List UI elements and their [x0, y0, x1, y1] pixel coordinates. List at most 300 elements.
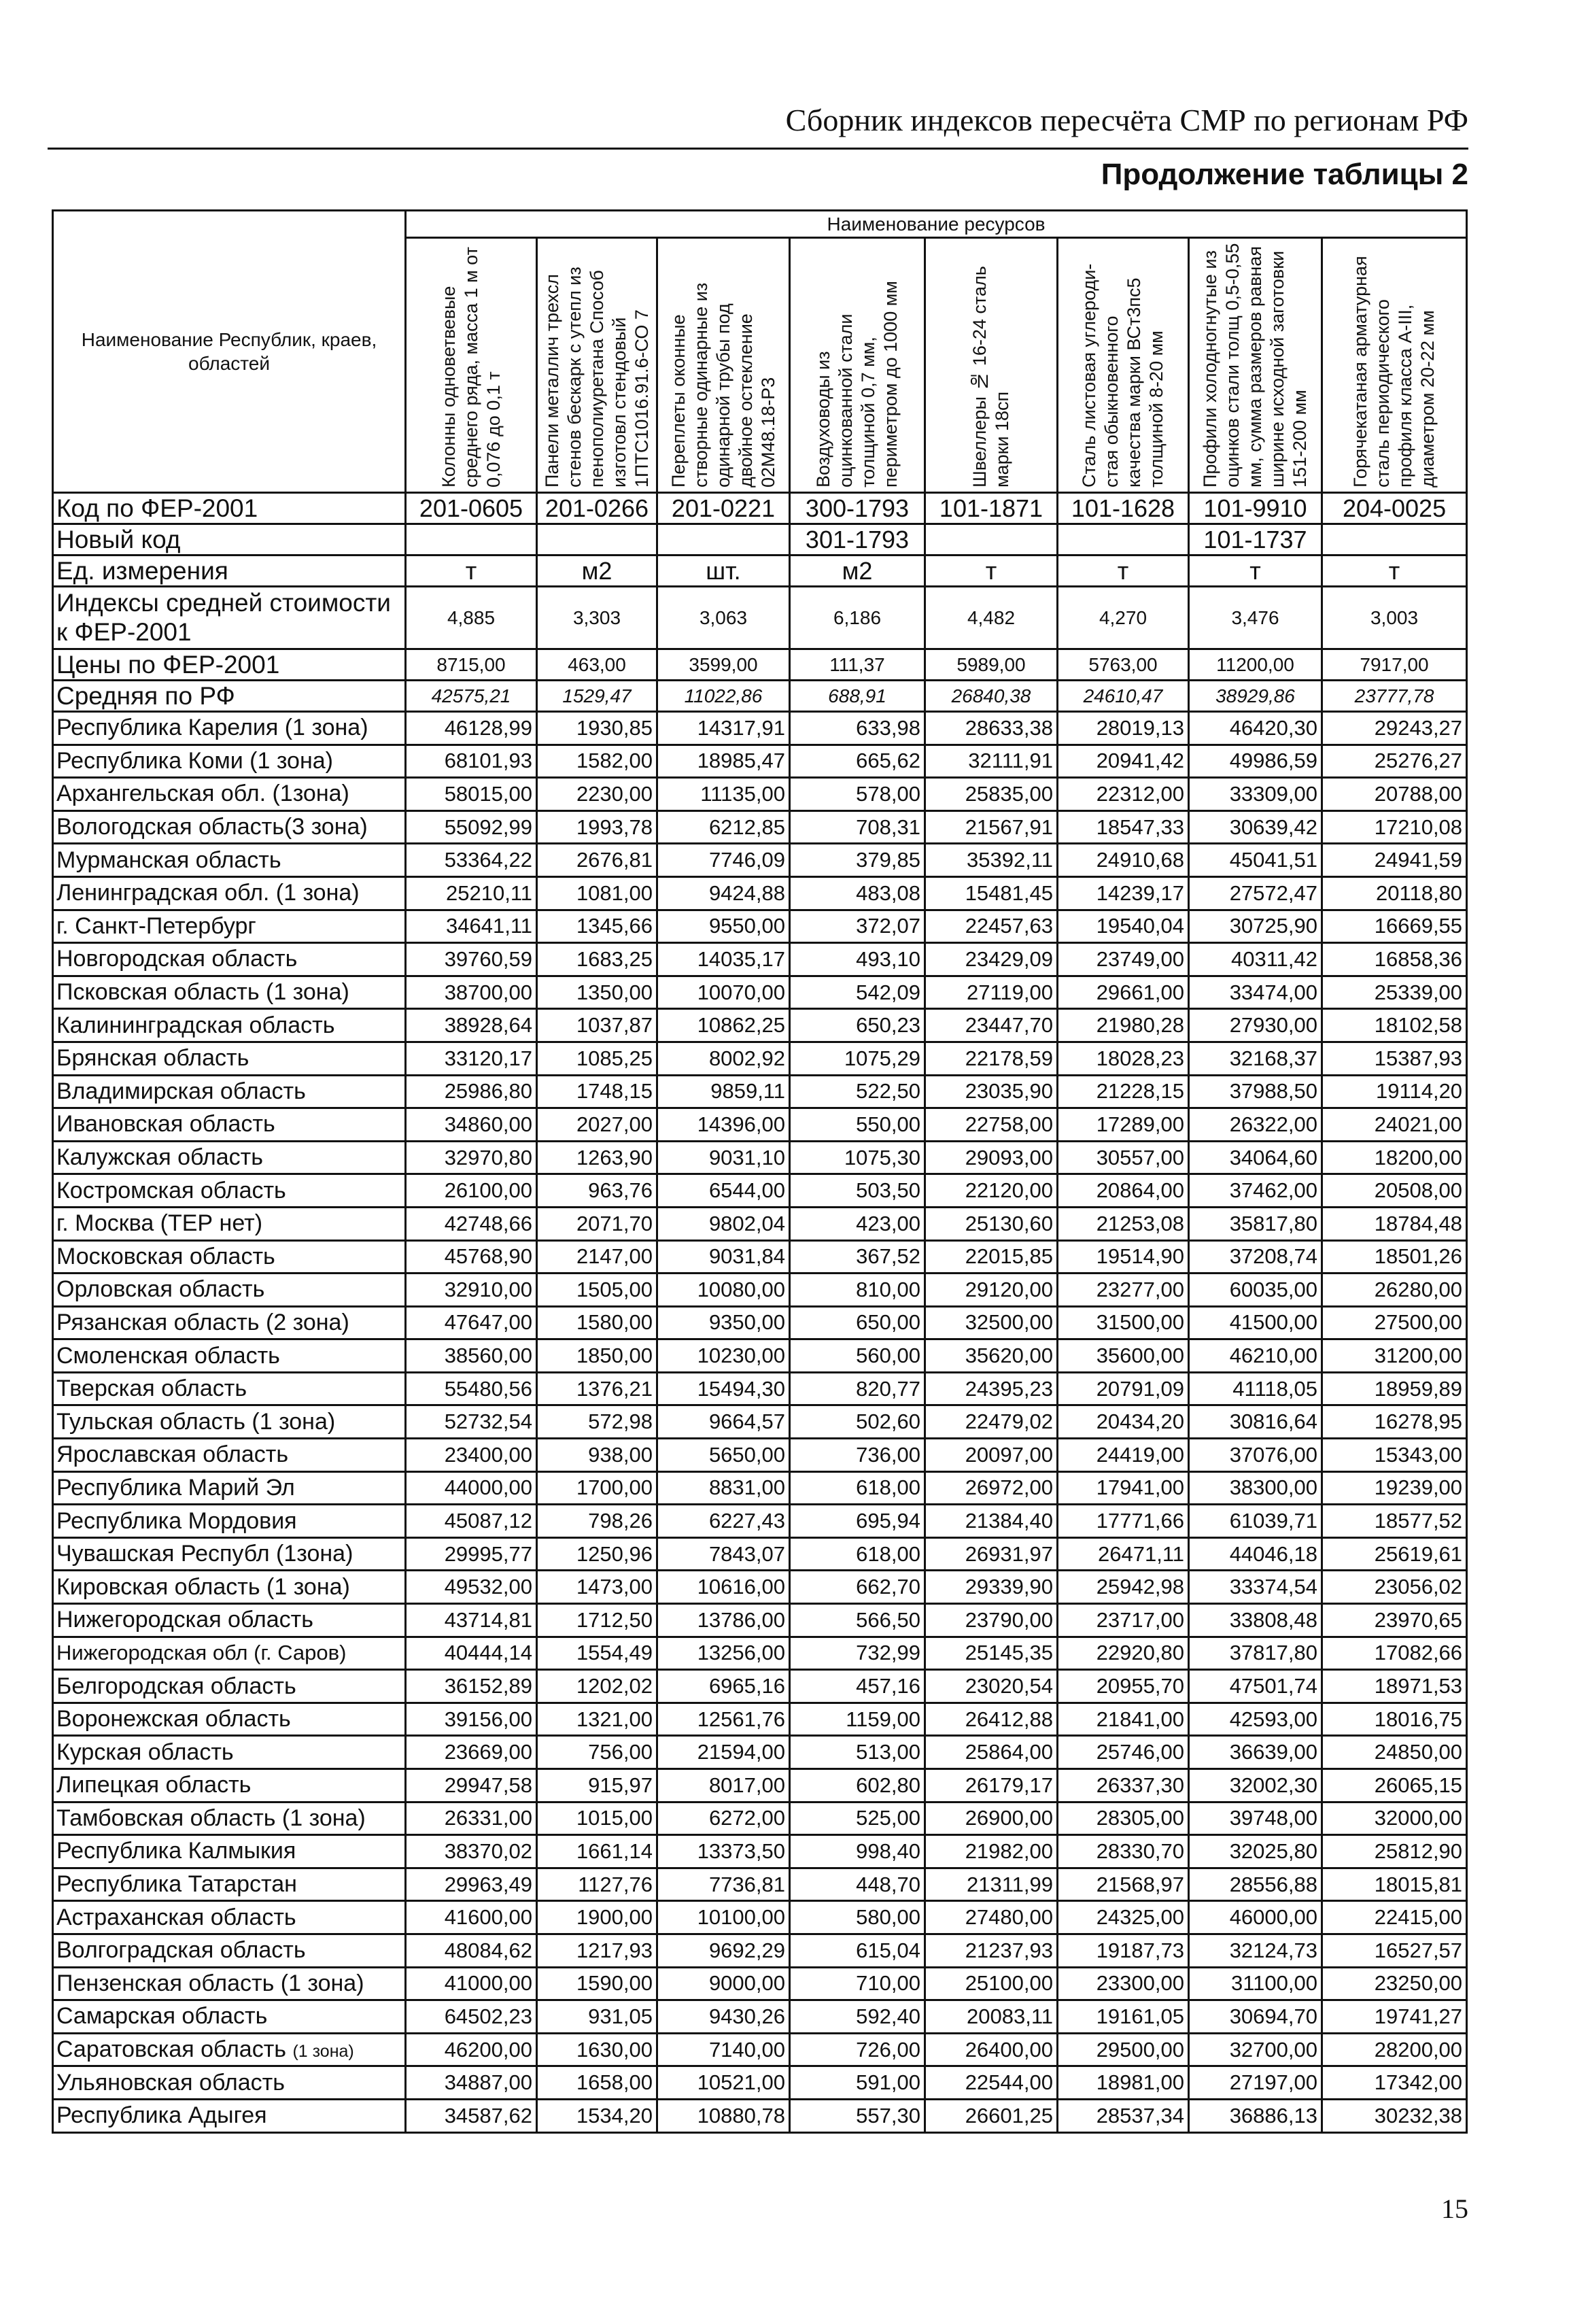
- table-cell: 49986,59: [1189, 745, 1322, 778]
- table-row: [53, 1042, 1467, 1075]
- region-name-suffix: (1 зона): [292, 2042, 354, 2062]
- table-cell: 34887,00: [406, 2066, 537, 2100]
- table-cell: 650,00: [790, 1306, 925, 1339]
- table-cell: 6272,00: [657, 1802, 790, 1835]
- table-cell: 1081,00: [537, 876, 657, 910]
- table-cell: 21982,00: [925, 1835, 1058, 1868]
- table-cell: [1322, 524, 1467, 556]
- table-cell: 29661,00: [1058, 976, 1189, 1009]
- table-cell: м2: [537, 556, 657, 587]
- column-header: [790, 238, 925, 493]
- table-cell: 1217,93: [537, 1934, 657, 1967]
- region-name-cell: [53, 1141, 406, 1174]
- table-cell: 1159,00: [790, 1703, 925, 1736]
- region-name: Саратовская область: [56, 2036, 286, 2063]
- table-cell: 560,00: [790, 1339, 925, 1373]
- table-cell: 1930,85: [537, 712, 657, 745]
- table-cell: 688,91: [790, 681, 925, 712]
- table-cell: 44000,00: [406, 1471, 537, 1505]
- region-name: Белгородская область: [56, 1673, 296, 1699]
- table-row: [53, 1240, 1467, 1274]
- table-cell: 457,16: [790, 1670, 925, 1703]
- table-cell: 3,303: [537, 587, 657, 649]
- table-cell: 28633,38: [925, 712, 1058, 745]
- table-cell: 19161,05: [1058, 2000, 1189, 2034]
- table-cell: 29243,27: [1322, 712, 1467, 745]
- table-cell: 372,07: [790, 910, 925, 943]
- table-row: [53, 1339, 1467, 1373]
- table-cell: 47501,74: [1189, 1670, 1322, 1703]
- table-cell: 726,00: [790, 2033, 925, 2066]
- table-cell: 20118,80: [1322, 876, 1467, 910]
- table-cell: 26972,00: [925, 1471, 1058, 1505]
- column-header-label: Воздуховоды из оцинкованной стали толщиной 0,7 мм, периметром до 1000 мм: [813, 281, 901, 488]
- table-cell: 1202,02: [537, 1670, 657, 1703]
- table-cell: 1850,00: [537, 1339, 657, 1373]
- table-cell: 1473,00: [537, 1571, 657, 1604]
- table-cell: 367,52: [790, 1240, 925, 1274]
- table-cell: 31500,00: [1058, 1306, 1189, 1339]
- table-cell: 19114,20: [1322, 1075, 1467, 1108]
- table-cell: 17082,66: [1322, 1637, 1467, 1670]
- table-cell: 68101,93: [406, 745, 537, 778]
- table-cell: 1712,50: [537, 1604, 657, 1637]
- table-row: [53, 778, 1467, 811]
- table-cell: 22015,85: [925, 1240, 1058, 1274]
- table-cell: 26900,00: [925, 1802, 1058, 1835]
- table-cell: 29120,00: [925, 1274, 1058, 1307]
- table-cell: 32000,00: [1322, 1802, 1467, 1835]
- table-cell: 502,60: [790, 1405, 925, 1439]
- table-cell: 13786,00: [657, 1604, 790, 1637]
- table-cell: 1037,87: [537, 1009, 657, 1042]
- region-name: Рязанская область (2 зона): [56, 1309, 349, 1335]
- table-cell: 21841,00: [1058, 1703, 1189, 1736]
- table-cell: 29093,00: [925, 1141, 1058, 1174]
- region-name-cell: [53, 1306, 406, 1339]
- table-cell: 23400,00: [406, 1439, 537, 1472]
- region-name-cell: [53, 844, 406, 877]
- table-cell: 18959,89: [1322, 1372, 1467, 1405]
- region-name-cell: [53, 2099, 406, 2132]
- table-cell: 8715,00: [406, 649, 537, 681]
- table-cell: 22479,02: [925, 1405, 1058, 1439]
- region-name: Орловская область: [56, 1276, 265, 1303]
- group-header-row: [53, 211, 1467, 238]
- table-cell: 23717,00: [1058, 1604, 1189, 1637]
- table-cell: 1085,25: [537, 1042, 657, 1075]
- table-cell: 41118,05: [1189, 1372, 1322, 1405]
- table-cell: 47647,00: [406, 1306, 537, 1339]
- region-name: Московская область: [56, 1243, 275, 1269]
- table-cell: 18985,47: [657, 745, 790, 778]
- table-cell: 618,00: [790, 1471, 925, 1505]
- table-cell: 32025,80: [1189, 1835, 1322, 1868]
- region-name-cell: [53, 1042, 406, 1075]
- table-cell: 14396,00: [657, 1108, 790, 1142]
- table-cell: 24910,68: [1058, 844, 1189, 877]
- region-name-cell: [53, 712, 406, 745]
- region-name: Липецкая область: [56, 1772, 252, 1798]
- region-name: Воронежская область: [56, 1706, 291, 1732]
- table-cell: 591,00: [790, 2066, 925, 2100]
- column-header: [406, 238, 537, 493]
- table-cell: 463,00: [537, 649, 657, 681]
- table-cell: 1321,00: [537, 1703, 657, 1736]
- table-cell: т: [1322, 556, 1467, 587]
- table-cell: 542,09: [790, 976, 925, 1009]
- table-cell: 525,00: [790, 1802, 925, 1835]
- table-cell: 5989,00: [925, 649, 1058, 681]
- page-number: 15: [1441, 2193, 1468, 2224]
- table-cell: 43714,81: [406, 1604, 537, 1637]
- column-header: [1189, 238, 1322, 493]
- table-row: [53, 810, 1467, 844]
- resource-price-table: [52, 209, 1468, 2134]
- region-name-cell: [53, 876, 406, 910]
- table-cell: 18784,48: [1322, 1207, 1467, 1240]
- region-name: Чувашская Республ (1зона): [56, 1541, 353, 1567]
- table-cell: 1748,15: [537, 1075, 657, 1108]
- table-cell: 26331,00: [406, 1802, 537, 1835]
- table-cell: 25100,00: [925, 1967, 1058, 2000]
- region-name-cell: [53, 910, 406, 943]
- table-cell: 24325,00: [1058, 1901, 1189, 1934]
- table-cell: 1630,00: [537, 2033, 657, 2066]
- table-cell: 37988,50: [1189, 1075, 1322, 1108]
- table-cell: 1582,00: [537, 745, 657, 778]
- region-name-cell: [53, 1108, 406, 1142]
- region-name: Ивановская область: [56, 1111, 275, 1138]
- table-row: [53, 2066, 1467, 2100]
- table-cell: 9000,00: [657, 1967, 790, 2000]
- table-cell: 21567,91: [925, 810, 1058, 844]
- table-cell: 101-1737: [1189, 524, 1322, 556]
- region-name-cell: [53, 1439, 406, 1472]
- table-cell: 31200,00: [1322, 1339, 1467, 1373]
- region-name: Ярославская область: [56, 1441, 289, 1468]
- table-cell: 101-9910: [1189, 493, 1322, 524]
- table-cell: 40311,42: [1189, 943, 1322, 976]
- table-cell: 592,40: [790, 2000, 925, 2034]
- region-name-cell: [53, 2000, 406, 2034]
- region-name-cell: [53, 1505, 406, 1538]
- column-header-label: Горячекатаная арматурная сталь периодического профиля класса А-III, диаметром 20-22 мм: [1350, 256, 1438, 488]
- table-cell: 36152,89: [406, 1670, 537, 1703]
- header-rule: [48, 148, 1468, 150]
- table-cell: 10080,00: [657, 1274, 790, 1307]
- table-cell: 21253,08: [1058, 1207, 1189, 1240]
- table-cell: 710,00: [790, 1967, 925, 2000]
- table-cell: 111,37: [790, 649, 925, 681]
- table-cell: 21980,28: [1058, 1009, 1189, 1042]
- region-name: Кировская область (1 зона): [56, 1573, 350, 1600]
- region-name-cell: [53, 2066, 406, 2100]
- table-cell: 12561,76: [657, 1703, 790, 1736]
- table-cell: 22920,80: [1058, 1637, 1189, 1670]
- table-cell: [925, 524, 1058, 556]
- table-cell: 9802,04: [657, 1207, 790, 1240]
- region-name-cell: [53, 943, 406, 976]
- table-cell: 20864,00: [1058, 1174, 1189, 1208]
- table-cell: 20083,11: [925, 2000, 1058, 2034]
- table-cell: 9664,57: [657, 1405, 790, 1439]
- column-header-label: Швеллеры № 16-24 сталь марки 18сп: [969, 266, 1012, 488]
- table-cell: 30557,00: [1058, 1141, 1189, 1174]
- region-name: Вологодская область(3 зона): [56, 814, 368, 840]
- table-cell: 28305,00: [1058, 1802, 1189, 1835]
- region-name: Брянская область: [56, 1045, 249, 1072]
- table-row: [53, 1637, 1467, 1670]
- table-cell: 483,08: [790, 876, 925, 910]
- table-cell: 998,40: [790, 1835, 925, 1868]
- table-cell: 26100,00: [406, 1174, 537, 1208]
- table-cell: 23020,54: [925, 1670, 1058, 1703]
- table-row: [53, 1505, 1467, 1538]
- region-name: Республика Карелия (1 зона): [56, 715, 368, 741]
- region-name: Республика Татарстан: [56, 1871, 297, 1898]
- table-cell: 2027,00: [537, 1108, 657, 1142]
- table-cell: 34064,60: [1189, 1141, 1322, 1174]
- region-name-cell: [53, 1372, 406, 1405]
- table-cell: 31100,00: [1189, 1967, 1322, 2000]
- table-cell: 26412,88: [925, 1703, 1058, 1736]
- table-row: [53, 1967, 1467, 2000]
- table-cell: 25746,00: [1058, 1736, 1189, 1769]
- table-cell: 8017,00: [657, 1769, 790, 1802]
- table-cell: 18016,75: [1322, 1703, 1467, 1736]
- table-cell: 602,80: [790, 1769, 925, 1802]
- table-cell: 27500,00: [1322, 1306, 1467, 1339]
- table-cell: 19741,27: [1322, 2000, 1467, 2034]
- region-name: Нижегородская область: [56, 1607, 313, 1633]
- table-cell: 22312,00: [1058, 778, 1189, 811]
- table-cell: 1127,76: [537, 1868, 657, 1901]
- table-cell: 14317,91: [657, 712, 790, 745]
- table-cell: 28200,00: [1322, 2033, 1467, 2066]
- table-row: [53, 1306, 1467, 1339]
- table-cell: 938,00: [537, 1439, 657, 1472]
- row-unit: [53, 556, 1467, 587]
- table-cell: 5650,00: [657, 1439, 790, 1472]
- table-cell: 3,063: [657, 587, 790, 649]
- table-cell: 26471,11: [1058, 1537, 1189, 1571]
- table-cell: 23300,00: [1058, 1967, 1189, 2000]
- table-cell: 6,186: [790, 587, 925, 649]
- table-cell: 23056,02: [1322, 1571, 1467, 1604]
- table-cell: 17210,08: [1322, 810, 1467, 844]
- table-cell: 33474,00: [1189, 976, 1322, 1009]
- region-name: Смоленская область: [56, 1342, 280, 1369]
- table-cell: 16278,95: [1322, 1405, 1467, 1439]
- table-cell: 37817,80: [1189, 1637, 1322, 1670]
- region-name-cell: [53, 1537, 406, 1571]
- row-label: Ед. измерения: [53, 556, 406, 587]
- region-name-cell: [53, 1604, 406, 1637]
- table-cell: 18102,58: [1322, 1009, 1467, 1042]
- table-cell: 931,05: [537, 2000, 657, 2034]
- table-cell: [657, 524, 790, 556]
- table-cell: 24850,00: [1322, 1736, 1467, 1769]
- table-cell: 9859,11: [657, 1075, 790, 1108]
- region-name: Мурманская область: [56, 847, 281, 873]
- region-name: Республика Мордовия: [56, 1507, 297, 1534]
- table-cell: 2230,00: [537, 778, 657, 811]
- table-cell: 18547,33: [1058, 810, 1189, 844]
- column-header: [657, 238, 790, 493]
- table-cell: 8002,92: [657, 1042, 790, 1075]
- table-cell: 21384,40: [925, 1505, 1058, 1538]
- region-name-cell: [53, 1802, 406, 1835]
- table-cell: 29339,90: [925, 1571, 1058, 1604]
- table-cell: 32700,00: [1189, 2033, 1322, 2066]
- table-row: [53, 1274, 1467, 1307]
- table-cell: 101-1871: [925, 493, 1058, 524]
- table-cell: 22758,00: [925, 1108, 1058, 1142]
- table-row: [53, 1736, 1467, 1769]
- table-cell: 10230,00: [657, 1339, 790, 1373]
- table-cell: 10862,25: [657, 1009, 790, 1042]
- table-cell: 32910,00: [406, 1274, 537, 1307]
- table-cell: 1250,96: [537, 1537, 657, 1571]
- table-cell: 662,70: [790, 1571, 925, 1604]
- table-cell: 11022,86: [657, 681, 790, 712]
- table-cell: т: [1189, 556, 1322, 587]
- region-name-cell: [53, 1405, 406, 1439]
- region-name: Республика Марий Эл: [56, 1474, 295, 1501]
- table-cell: 1554,49: [537, 1637, 657, 1670]
- region-name: Курская область: [56, 1739, 234, 1765]
- table-cell: 650,23: [790, 1009, 925, 1042]
- table-row: [53, 1372, 1467, 1405]
- region-name-cell: [53, 810, 406, 844]
- table-row: [53, 910, 1467, 943]
- table-cell: 25276,27: [1322, 745, 1467, 778]
- table-cell: 39156,00: [406, 1703, 537, 1736]
- table-cell: 1529,47: [537, 681, 657, 712]
- table-cell: шт.: [657, 556, 790, 587]
- table-cell: 3,476: [1189, 587, 1322, 649]
- table-cell: 27119,00: [925, 976, 1058, 1009]
- table-cell: 557,30: [790, 2099, 925, 2132]
- table-cell: 30232,38: [1322, 2099, 1467, 2132]
- table-row: [53, 1075, 1467, 1108]
- resources-group-header: Наименование ресурсов: [406, 211, 1467, 238]
- table-cell: 19187,73: [1058, 1934, 1189, 1967]
- table-row: [53, 876, 1467, 910]
- table-cell: 23970,65: [1322, 1604, 1467, 1637]
- table-cell: 3599,00: [657, 649, 790, 681]
- table-cell: 15387,93: [1322, 1042, 1467, 1075]
- table-cell: 10616,00: [657, 1571, 790, 1604]
- table-cell: 101-1628: [1058, 493, 1189, 524]
- table-cell: 1263,90: [537, 1141, 657, 1174]
- table-cell: 23749,00: [1058, 943, 1189, 976]
- table-row: [53, 2033, 1467, 2066]
- table-cell: 16858,36: [1322, 943, 1467, 976]
- table-cell: 8831,00: [657, 1471, 790, 1505]
- table-cell: 34641,11: [406, 910, 537, 943]
- table-cell: 17941,00: [1058, 1471, 1189, 1505]
- table-cell: 23035,90: [925, 1075, 1058, 1108]
- table-cell: 13256,00: [657, 1637, 790, 1670]
- table-cell: 23277,00: [1058, 1274, 1189, 1307]
- table-cell: 17289,00: [1058, 1108, 1189, 1142]
- table-cell: 448,70: [790, 1868, 925, 1901]
- row-code: [53, 493, 1467, 524]
- table-row: [53, 1703, 1467, 1736]
- table-cell: 1345,66: [537, 910, 657, 943]
- table-cell: 22415,00: [1322, 1901, 1467, 1934]
- table-cell: 25986,80: [406, 1075, 537, 1108]
- row-average: [53, 681, 1467, 712]
- table-cell: 27930,00: [1189, 1009, 1322, 1042]
- table-cell: [406, 524, 537, 556]
- table-cell: 18028,23: [1058, 1042, 1189, 1075]
- row-new-code: [53, 524, 1467, 556]
- region-name: Архангельская обл. (1зона): [56, 781, 349, 807]
- table-cell: 28556,88: [1189, 1868, 1322, 1901]
- table-cell: 1993,78: [537, 810, 657, 844]
- row-label: Индексы средней стоимости к ФЕР-2001: [53, 587, 406, 649]
- table-cell: 1505,00: [537, 1274, 657, 1307]
- table-cell: 16527,57: [1322, 1934, 1467, 1967]
- table-cell: 27197,00: [1189, 2066, 1322, 2100]
- table-cell: 25835,00: [925, 778, 1058, 811]
- table-row: [53, 1802, 1467, 1835]
- table-cell: 26322,00: [1189, 1108, 1322, 1142]
- region-name: Волгоградская область: [56, 1937, 306, 1964]
- table-cell: 423,00: [790, 1207, 925, 1240]
- table-cell: 32111,91: [925, 745, 1058, 778]
- table-cell: 9550,00: [657, 910, 790, 943]
- column-header-label: Переплеты оконные створные одинарные из одинарной трубы под двойное остекление 02М48.18-Р3: [668, 282, 778, 488]
- region-name-cell: [53, 976, 406, 1009]
- table-cell: 20097,00: [925, 1439, 1058, 1472]
- table-cell: 2071,70: [537, 1207, 657, 1240]
- table-cell: 32124,73: [1189, 1934, 1322, 1967]
- table-cell: 9350,00: [657, 1306, 790, 1339]
- table-cell: 3,003: [1322, 587, 1467, 649]
- row-label: Код по ФЕР-2001: [53, 493, 406, 524]
- region-name: Тульская область (1 зона): [56, 1408, 336, 1435]
- region-name-cell: [53, 1934, 406, 1967]
- table-cell: 23429,09: [925, 943, 1058, 976]
- region-name: Тверская область: [56, 1375, 247, 1402]
- table-row: [53, 1405, 1467, 1439]
- table-cell: 18200,00: [1322, 1141, 1467, 1174]
- region-name-cell: [53, 1769, 406, 1802]
- table-cell: 7140,00: [657, 2033, 790, 2066]
- table-cell: 9424,88: [657, 876, 790, 910]
- region-name: Республика Калмыкия: [56, 1838, 296, 1864]
- region-name-cell: [53, 1571, 406, 1604]
- table-cell: 6212,85: [657, 810, 790, 844]
- table-cell: 810,00: [790, 1274, 925, 1307]
- table-row: [53, 1670, 1467, 1703]
- table-cell: 25145,35: [925, 1637, 1058, 1670]
- table-cell: 10100,00: [657, 1901, 790, 1934]
- column-header-label: Профили холодногнутые из оцинков стали толщ 0,5-0,55 мм, сумма размеров равная ширине исходной заготовки 151-200 мм: [1200, 243, 1310, 488]
- table-cell: 1700,00: [537, 1471, 657, 1505]
- region-name-cell: [53, 745, 406, 778]
- table-cell: т: [1058, 556, 1189, 587]
- table-cell: 44046,18: [1189, 1537, 1322, 1571]
- table-cell: 25130,60: [925, 1207, 1058, 1240]
- row-label: Средняя по РФ: [53, 681, 406, 712]
- table-cell: 615,04: [790, 1934, 925, 1967]
- table-cell: 1590,00: [537, 1967, 657, 2000]
